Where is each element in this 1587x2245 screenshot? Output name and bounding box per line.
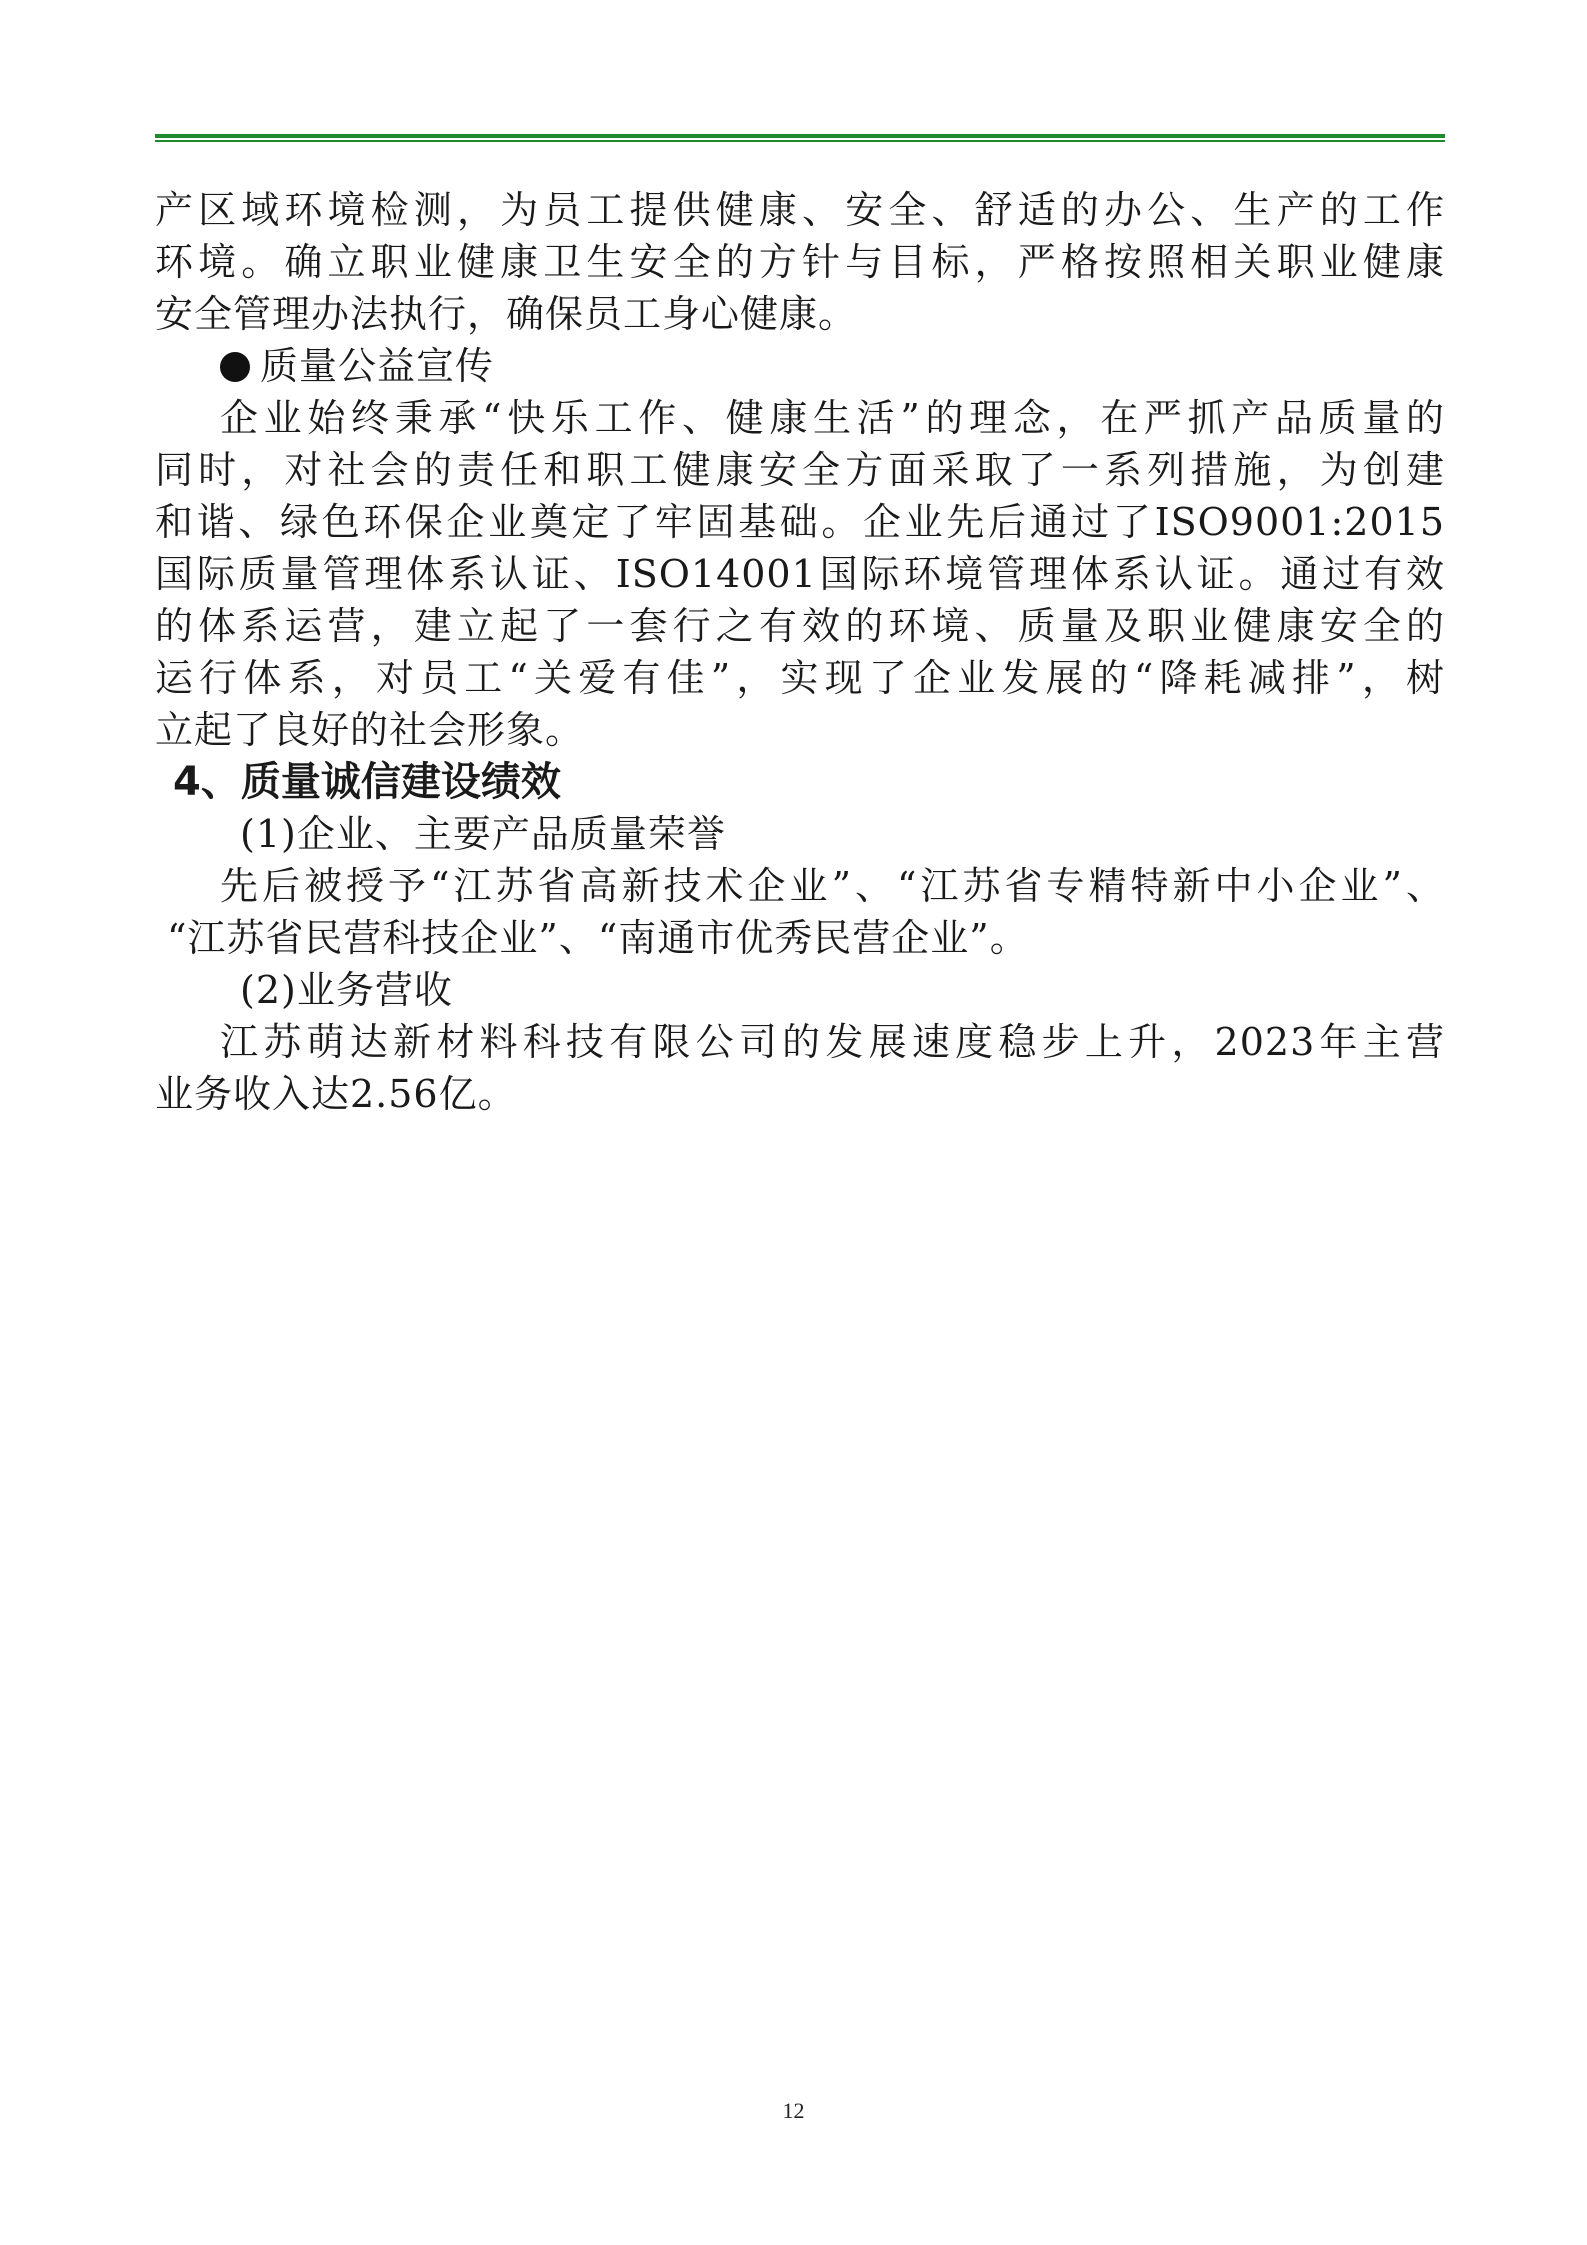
bullet-heading <box>220 341 494 391</box>
subsection-heading: (2)业务营收 <box>240 968 453 1012</box>
paragraph-line: 同时，对社会的责任和职工健康安全方面采取了一系列措施，为创建 <box>155 448 1445 492</box>
paragraph-line: 立起了良好的社会形象。 <box>155 708 585 752</box>
section-heading: 4、质量诚信建设绩效 <box>173 759 561 805</box>
paragraph-line: 的体系运营，建立起了一套行之有效的环境、质量及职业健康安全的 <box>155 604 1445 648</box>
paragraph-line: “江苏省民营科技企业”、“南通市优秀民营企业”。 <box>167 916 1029 960</box>
paragraph-line: 先后被授予“江苏省高新技术企业”、“江苏省专精特新中小企业”、 <box>220 864 1445 908</box>
paragraph-line: 江苏萌达新材料科技有限公司的发展速度稳步上升，2023年主营 <box>220 1020 1445 1064</box>
paragraph-line: 环境。确立职业健康卫生安全的方针与目标，严格按照相关职业健康 <box>155 240 1445 284</box>
paragraph-line: 业务收入达2.56亿。 <box>155 1072 517 1116</box>
paragraph-line: 和谐、绿色环保企业奠定了牢固基础。企业先后通过了ISO9001:2015 <box>155 500 1445 544</box>
header-rule-thin <box>155 140 1445 142</box>
paragraph-line: 运行体系，对员工“关爱有佳”，实现了企业发展的“降耗减排”，树 <box>155 656 1445 700</box>
paragraph-line: 国际质量管理体系认证、ISO14001国际环境管理体系认证。通过有效 <box>155 552 1445 596</box>
bullet-heading-text: 质量公益宣传 <box>260 344 495 388</box>
paragraph-line: 安全管理办法执行，确保员工身心健康。 <box>155 292 858 336</box>
paragraph-line: 产区域环境检测，为员工提供健康、安全、舒适的办公、生产的工作 <box>155 188 1445 232</box>
subsection-heading: (1)企业、主要产品质量荣誉 <box>240 812 726 856</box>
bullet-dot-icon <box>220 352 250 382</box>
page-number: 12 <box>782 2098 805 2123</box>
header-rule <box>155 134 1445 144</box>
header-rule-thick <box>155 134 1445 138</box>
paragraph-line: 企业始终秉承“快乐工作、健康生活”的理念，在严抓产品质量的 <box>220 396 1445 440</box>
